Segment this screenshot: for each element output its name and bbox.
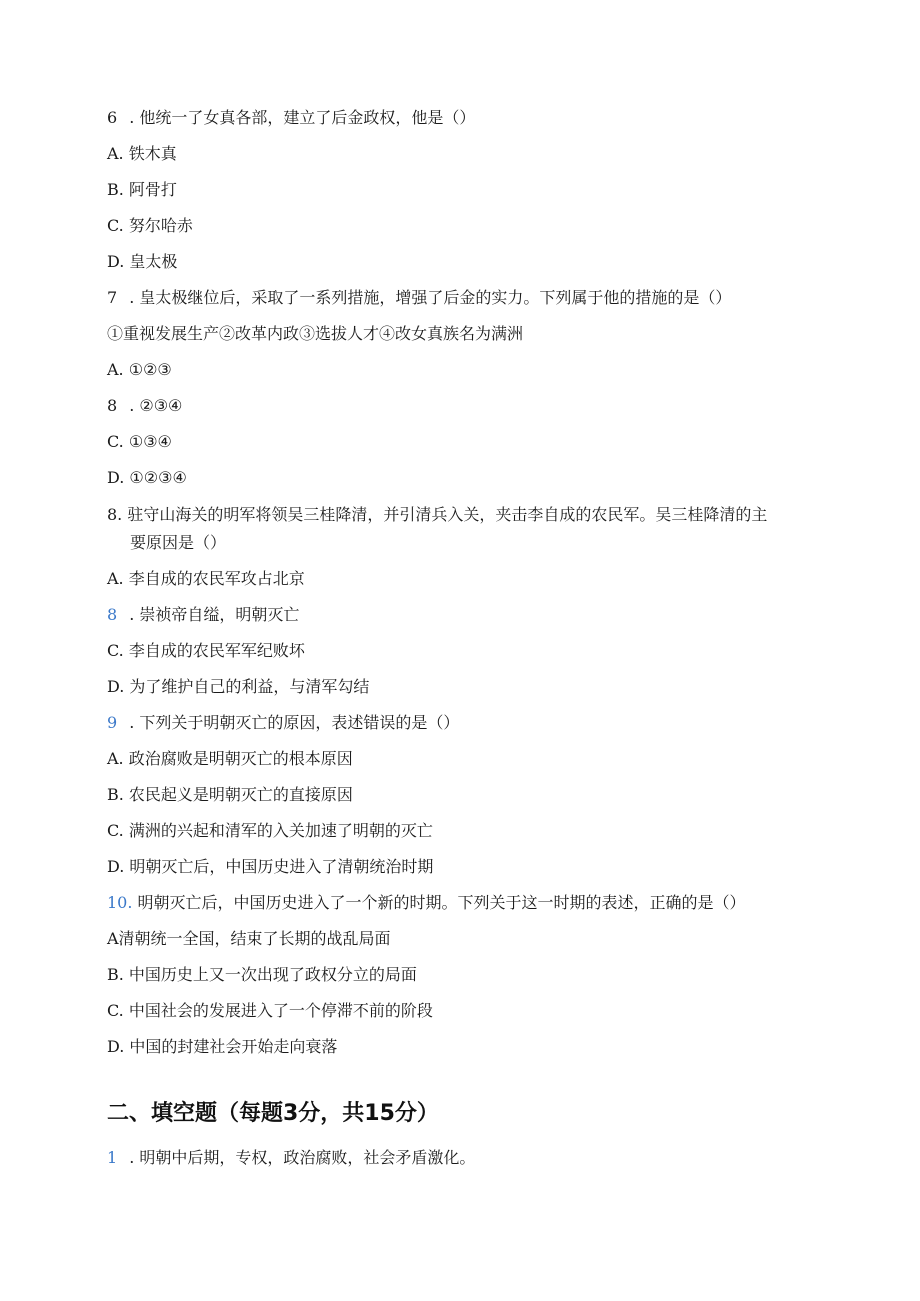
question-7-stem <box>107 288 731 308</box>
question-6-option-c: C. 努尔哈赤 <box>107 216 193 235</box>
question-6-stem <box>107 108 475 128</box>
question-10-option-a: A清朝统一全国，结束了长期的战乱局面 <box>107 929 391 948</box>
question-8-stem-continued: 要原因是（） <box>130 533 227 552</box>
question-6-option-b: B. 阿骨打 <box>107 180 177 199</box>
question-number: 9 <box>107 713 118 732</box>
option-label: 8 <box>107 396 118 415</box>
question-10-option-b: B. 中国历史上又一次出现了政权分立的局面 <box>107 965 417 984</box>
question-6-option-d: D. 皇太极 <box>107 252 178 271</box>
question-8-stem: 8. 驻守山海关的明军将领吴三桂降清，并引清兵入关，夹击李自成的农民军。吴三桂降清的主 <box>107 505 768 524</box>
question-text: 明朝灭亡后，中国历史进入了一个新的时期。下列关于这一时期的表述，正确的是（） <box>132 893 746 912</box>
question-9-stem <box>107 713 459 733</box>
section-heading: 二、填空题（每题3分，共15分） <box>107 1101 439 1126</box>
question-number: 6 <box>107 108 118 127</box>
question-10-stem <box>107 893 746 913</box>
question-number: 10. <box>107 893 133 912</box>
question-8-option-d: D. 为了维护自己的利益，与清军勾结 <box>107 677 370 696</box>
question-number: 1 <box>107 1148 118 1167</box>
question-7-option-d: D. ①②③④ <box>107 468 187 487</box>
question-6-option-a: A. 铁木真 <box>107 144 177 163</box>
question-9-option-b: B. 农民起义是明朝灭亡的直接原因 <box>107 785 353 804</box>
option-text: . 崇祯帝自缢，明朝灭亡 <box>129 605 300 624</box>
question-10-option-c: C. 中国社会的发展进入了一个停滞不前的阶段 <box>107 1001 433 1020</box>
fill-question-1 <box>107 1148 475 1168</box>
question-7-option-b <box>107 396 182 416</box>
question-9-option-d: D. 明朝灭亡后，中国历史进入了清朝统治时期 <box>107 857 434 876</box>
question-8-option-c: C. 李自成的农民军军纪败坏 <box>107 641 305 660</box>
question-9-option-c: C. 满洲的兴起和清军的入关加速了明朝的灭亡 <box>107 821 433 840</box>
option-text: . ②③④ <box>129 396 183 415</box>
question-9-option-a: A. 政治腐败是明朝灭亡的根本原因 <box>107 749 353 768</box>
question-8-option-b <box>107 605 299 625</box>
question-10-option-d: D. 中国的封建社会开始走向衰落 <box>107 1037 338 1056</box>
question-text: . 他统一了女真各部，建立了后金政权，他是（） <box>129 108 476 127</box>
question-number: 7 <box>107 288 118 307</box>
question-7-option-a: A. ①②③ <box>107 360 172 379</box>
question-text: . 明朝中后期，专权，政治腐败，社会矛盾激化。 <box>129 1148 476 1167</box>
question-8-option-a: A. 李自成的农民军攻占北京 <box>107 569 305 588</box>
option-label: 8 <box>107 605 118 624</box>
question-7-option-c: C. ①③④ <box>107 432 172 451</box>
question-7-items: ①重视发展生产②改革内政③选拔人才④改女真族名为满洲 <box>107 324 524 343</box>
question-text: . 下列关于明朝灭亡的原因，表述错误的是（） <box>129 713 460 732</box>
question-text: . 皇太极继位后，采取了一系列措施，增强了后金的实力。下列属于他的措施的是（） <box>129 288 732 307</box>
